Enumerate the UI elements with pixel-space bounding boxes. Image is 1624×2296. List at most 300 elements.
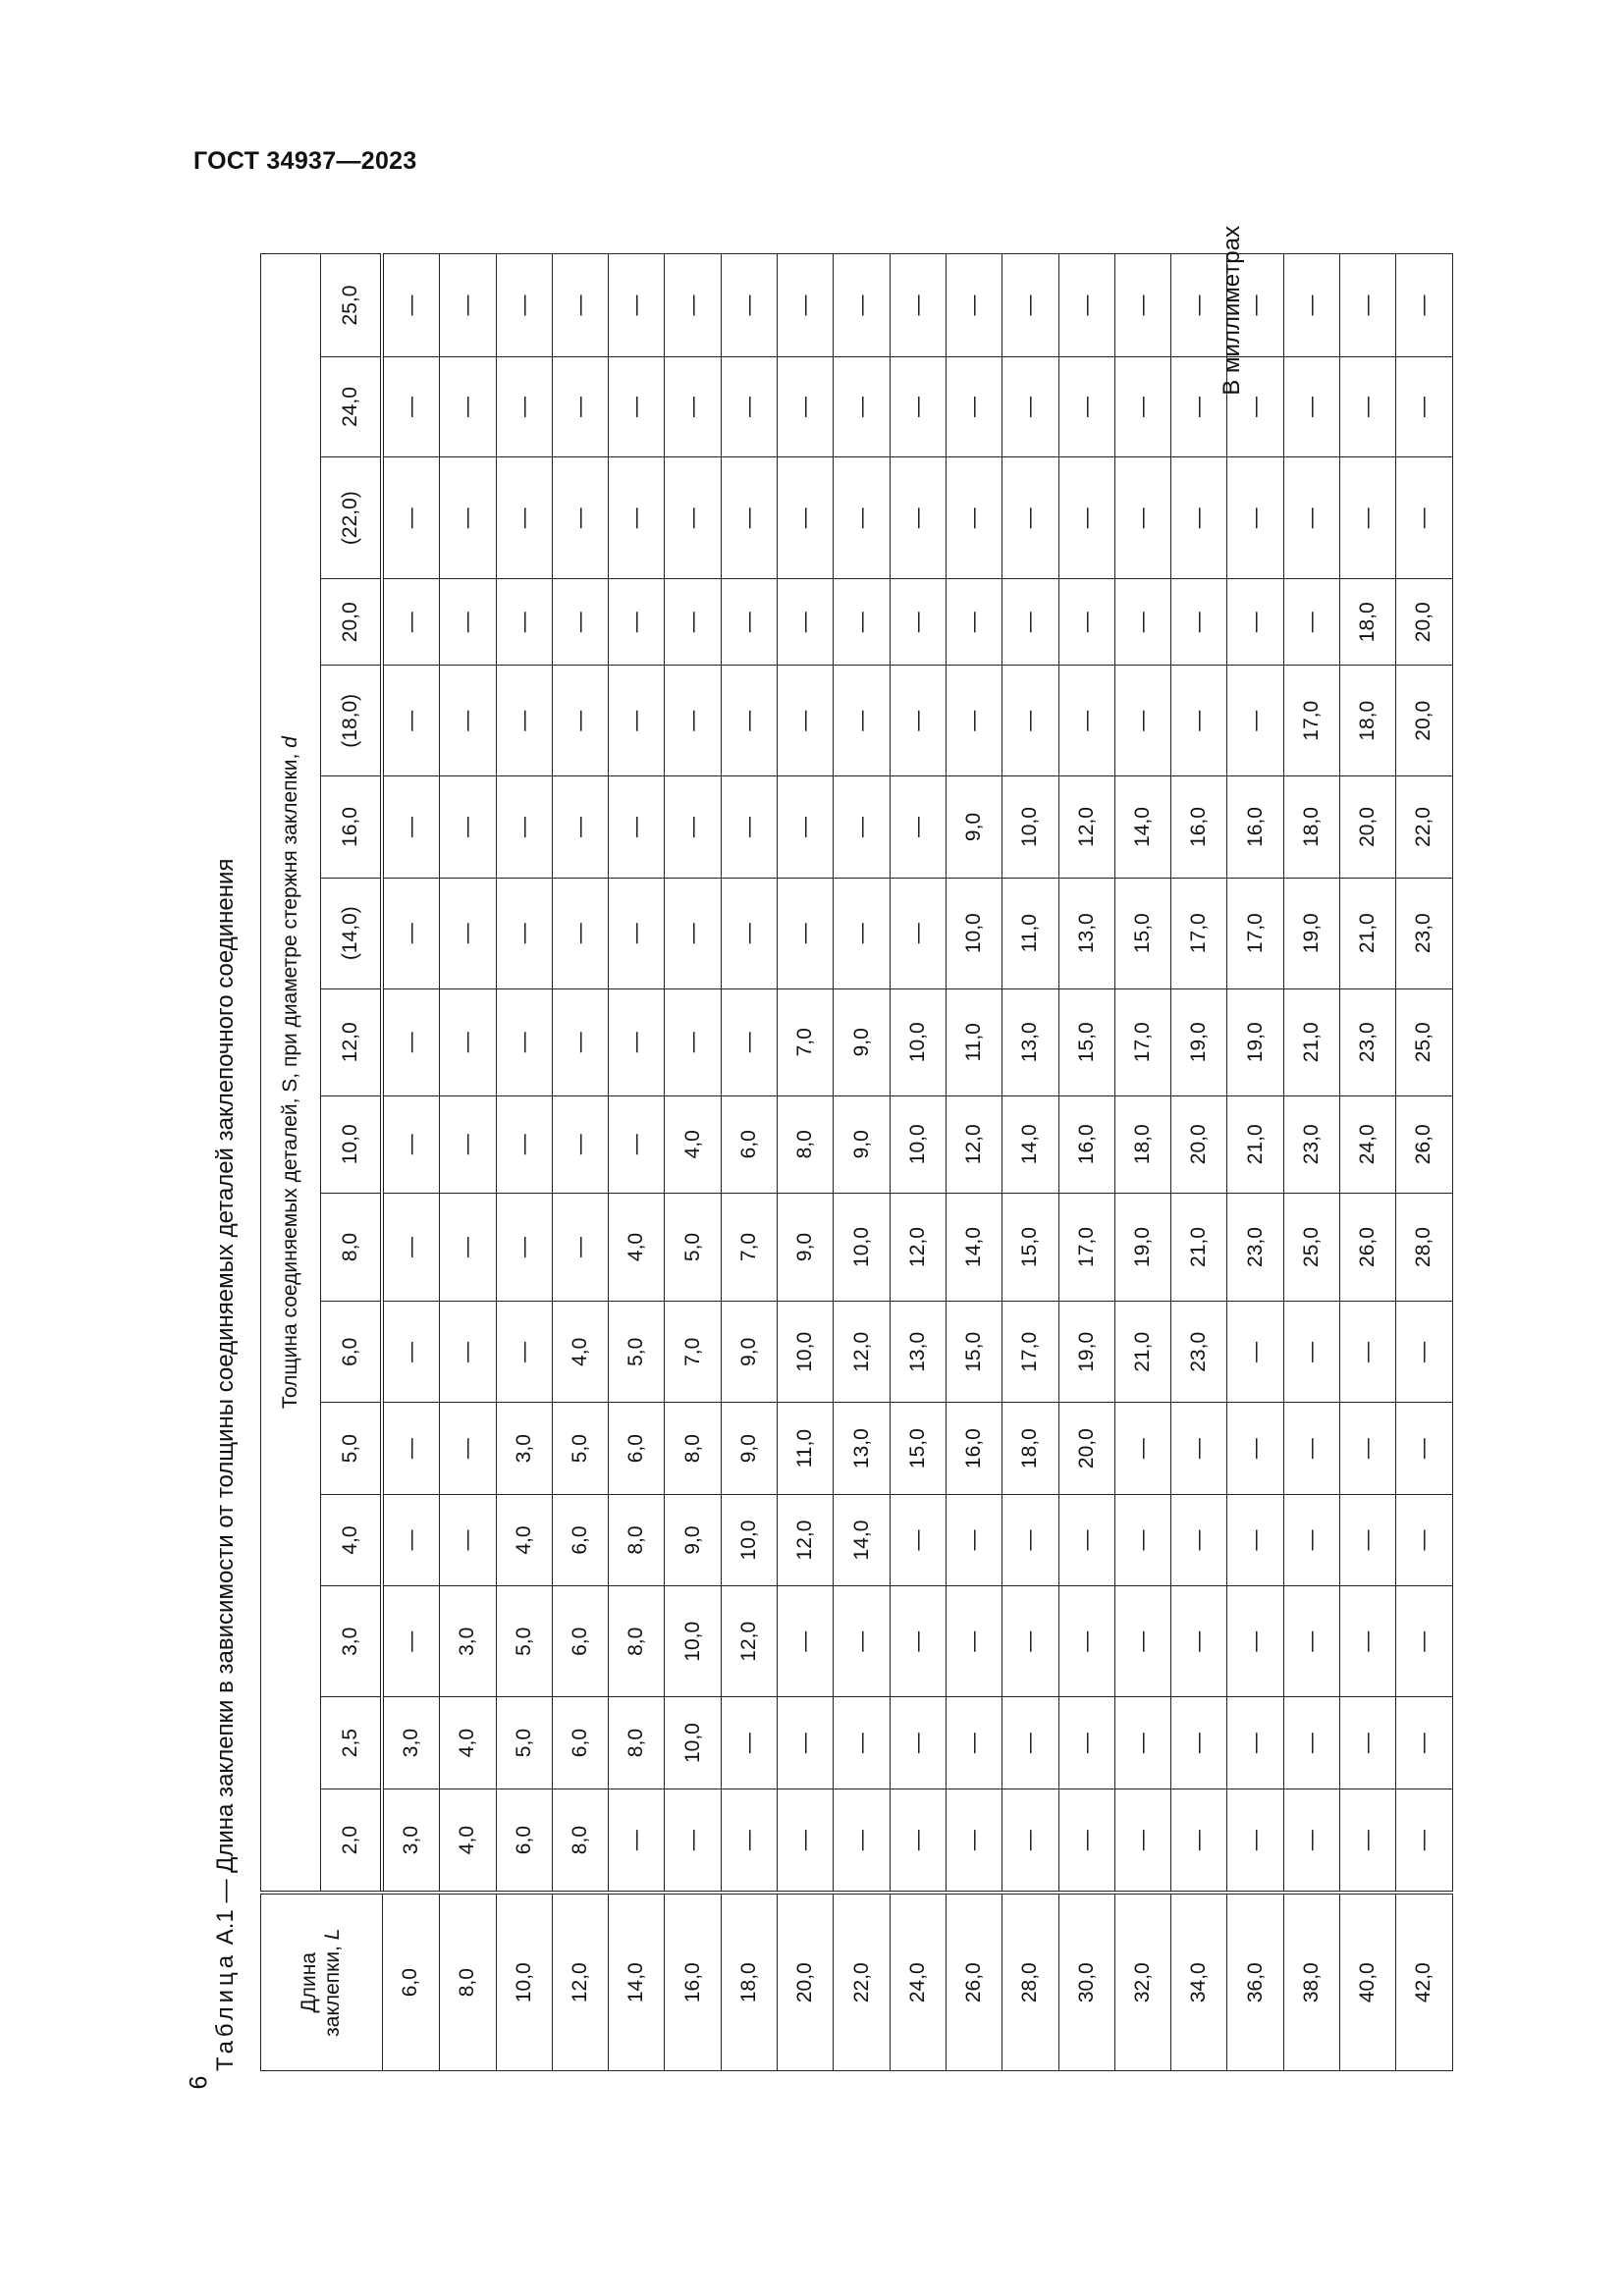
thickness-cell: — [946,254,1001,357]
thickness-cell: 28,0 [1396,1193,1452,1301]
thickness-cell: — [778,579,834,666]
thickness-cell: — [665,776,721,878]
rivet-length-cell: 36,0 [1227,1893,1283,2070]
thickness-cell: — [1058,254,1114,357]
thickness-cell: — [890,776,946,878]
diameter-header: 6,0 [321,1302,383,1403]
thickness-cell: — [1227,1586,1283,1697]
diameter-header: 24,0 [321,357,383,457]
thickness-cell: — [946,357,1001,457]
thickness-cell: — [1283,1586,1339,1697]
thickness-cell: — [1396,1494,1452,1585]
thickness-cell: — [778,776,834,878]
thickness-cell: 10,0 [890,988,946,1095]
thickness-cell: — [1227,666,1283,776]
thickness-cell: — [496,456,552,579]
rivet-length-cell: 34,0 [1171,1893,1227,2070]
thickness-cell: — [890,357,946,457]
thickness-cell: — [1283,1403,1339,1494]
thickness-cell: 21,0 [1340,878,1396,988]
thickness-cell: 18,0 [1283,776,1339,878]
rotated-table-block [196,226,1463,2071]
thickness-cell: 26,0 [1396,1095,1452,1193]
thickness-cell: 9,0 [778,1193,834,1301]
thickness-cell: 6,0 [496,1789,552,1893]
thickness-cell: 8,0 [665,1403,721,1494]
rivet-length-cell: 6,0 [382,1893,440,2070]
thickness-cell: 12,0 [890,1193,946,1301]
thickness-cell: — [721,254,777,357]
thickness-cell: — [890,1697,946,1789]
rivet-length-cell: 10,0 [496,1893,552,2070]
thickness-cell: — [382,357,440,457]
rivet-length-table [260,253,1453,2071]
thickness-cell: — [721,776,777,878]
thickness-cell: — [1114,1586,1170,1697]
thickness-cell: — [890,1494,946,1585]
diameter-header: 8,0 [321,1193,383,1301]
table-row [1171,254,1227,2071]
group-header-text: Толщина соединяемых деталей, S, при диаметре стержня заклепки, [279,747,301,1410]
table-caption-prefix: Таблица [212,1950,239,2071]
thickness-cell: — [1171,456,1227,579]
thickness-cell: 20,0 [1340,776,1396,878]
thickness-cell: — [778,357,834,457]
thickness-cell: — [778,1697,834,1789]
thickness-cell: 12,0 [1058,776,1114,878]
units-note: В миллиметрах [1218,226,1245,396]
thickness-cell: — [496,666,552,776]
thickness-cell: — [1227,357,1283,457]
table-row [1283,254,1339,2071]
thickness-cell: 25,0 [1396,988,1452,1095]
thickness-cell: — [890,1586,946,1697]
rivet-length-cell: 16,0 [665,1893,721,2070]
thickness-cell: — [552,579,608,666]
thickness-cell: — [834,776,890,878]
thickness-cell: — [382,666,440,776]
thickness-cell: 12,0 [834,1302,890,1403]
thickness-cell: 4,0 [552,1302,608,1403]
thickness-cell: — [1058,357,1114,457]
thickness-cell: — [1171,1697,1227,1789]
thickness-cell: — [1396,456,1452,579]
thickness-cell: — [1227,1494,1283,1585]
thickness-cell: 14,0 [1114,776,1170,878]
thickness-cell: — [946,1494,1001,1585]
thickness-cell: — [665,1789,721,1893]
table-row [1340,254,1396,2071]
thickness-cell: — [609,1789,665,1893]
thickness-cell: — [1114,1403,1170,1494]
thickness-cell: — [834,357,890,457]
thickness-cell: — [721,988,777,1095]
thickness-cell: — [552,666,608,776]
thickness-cell: — [1002,456,1058,579]
rivet-length-cell: 20,0 [778,1893,834,2070]
thickness-cell: — [1058,456,1114,579]
thickness-cell: 17,0 [1002,1302,1058,1403]
thickness-cell: 12,0 [946,1095,1001,1193]
thickness-cell: 17,0 [1058,1193,1114,1301]
thickness-cell: — [1058,579,1114,666]
thickness-cell: 9,0 [665,1494,721,1585]
thickness-cell: 21,0 [1114,1302,1170,1403]
thickness-cell: — [665,357,721,457]
thickness-cell: — [496,1095,552,1193]
thickness-cell: — [1396,357,1452,457]
thickness-cell: — [778,254,834,357]
thickness-cell: 15,0 [1058,988,1114,1095]
thickness-cell: 10,0 [721,1494,777,1585]
thickness-cell: — [890,878,946,988]
thickness-cell: 8,0 [609,1697,665,1789]
thickness-cell: 10,0 [890,1095,946,1193]
thickness-cell: — [440,456,496,579]
thickness-cell: — [890,254,946,357]
thickness-cell: 19,0 [1114,1193,1170,1301]
thickness-cell: 26,0 [1340,1193,1396,1301]
thickness-cell: — [382,456,440,579]
thickness-cell: 14,0 [946,1193,1001,1301]
thickness-cell: — [1283,579,1339,666]
thickness-cell: — [1002,1586,1058,1697]
thickness-cell: — [440,1494,496,1585]
thickness-cell: — [1396,254,1452,357]
thickness-cell: 16,0 [1058,1095,1114,1193]
thickness-cell: 4,0 [609,1193,665,1301]
thickness-cell: 7,0 [665,1302,721,1403]
thickness-cell: — [1340,1302,1396,1403]
thickness-cell: 23,0 [1340,988,1396,1095]
table-row [1002,254,1058,2071]
thickness-cell: — [946,1789,1001,1893]
thickness-cell: — [440,357,496,457]
diameter-header: 25,0 [321,254,383,357]
thickness-cell: 20,0 [1396,579,1452,666]
thickness-cell: 23,0 [1283,1095,1339,1193]
thickness-cell: — [382,1302,440,1403]
thickness-cell: — [665,456,721,579]
thickness-cell: — [552,1095,608,1193]
thickness-cell: — [778,1586,834,1697]
rivet-length-cell: 22,0 [834,1893,890,2070]
thickness-cell: — [946,579,1001,666]
thickness-cell: — [1227,1789,1283,1893]
thickness-cell: — [382,776,440,878]
thickness-cell: — [1283,1789,1339,1893]
rivet-length-cell: 24,0 [890,1893,946,2070]
thickness-cell: — [496,878,552,988]
thickness-cell: — [552,776,608,878]
thickness-cell: 5,0 [496,1697,552,1789]
thickness-cell: 5,0 [496,1586,552,1697]
thickness-cell: — [834,456,890,579]
thickness-cell: 6,0 [609,1403,665,1494]
thickness-cell: 10,0 [1002,776,1058,878]
thickness-cell: — [1227,1697,1283,1789]
thickness-cell: — [1340,1586,1396,1697]
thickness-cell: — [552,254,608,357]
thickness-cell: 8,0 [552,1789,608,1893]
thickness-cell: — [496,776,552,878]
thickness-cell: — [946,456,1001,579]
thickness-cell: 8,0 [609,1586,665,1697]
thickness-cell: 14,0 [1002,1095,1058,1193]
thickness-cell: — [1396,1789,1452,1893]
thickness-cell: — [609,1095,665,1193]
rivet-length-cell: 12,0 [552,1893,608,2070]
thickness-cell: — [609,776,665,878]
thickness-cell: — [1002,254,1058,357]
thickness-cell: — [1283,1697,1339,1789]
thickness-cell: — [382,1494,440,1585]
thickness-cell: — [440,579,496,666]
thickness-cell: — [496,254,552,357]
thickness-cell: — [721,666,777,776]
thickness-cell: — [1340,1494,1396,1585]
thickness-cell: 11,0 [946,988,1001,1095]
thickness-cell: — [834,878,890,988]
thickness-cell: — [1171,1586,1227,1697]
thickness-cell: 7,0 [778,988,834,1095]
thickness-cell: — [382,1586,440,1697]
thickness-cell: 18,0 [1340,579,1396,666]
thickness-cell: — [1171,666,1227,776]
thickness-cell: 4,0 [440,1789,496,1893]
rivet-length-cell: 14,0 [609,1893,665,2070]
thickness-cell: — [1283,357,1339,457]
table-row [834,254,890,2071]
table-row [552,254,608,2071]
thickness-cell: — [1058,1586,1114,1697]
thickness-cell: 17,0 [1171,878,1227,988]
thickness-cell: — [609,254,665,357]
diameter-header: 5,0 [321,1403,383,1494]
thickness-group-header [261,254,321,1894]
table-row [946,254,1001,2071]
length-header-var: L [321,1928,345,1941]
thickness-cell: — [1227,579,1283,666]
thickness-cell: — [609,456,665,579]
table-row [1396,254,1452,2071]
thickness-cell: 9,0 [721,1403,777,1494]
thickness-cell: — [1058,666,1114,776]
thickness-cell: — [834,1697,890,1789]
thickness-cell: — [1114,666,1170,776]
rivet-length-cell: 18,0 [721,1893,777,2070]
thickness-cell: — [1002,666,1058,776]
thickness-cell: — [440,666,496,776]
table-row [721,254,777,2071]
diameter-header-row [321,254,383,2071]
thickness-cell: — [496,988,552,1095]
thickness-cell: — [665,988,721,1095]
length-column-header [261,1893,383,2070]
thickness-cell: 9,0 [834,988,890,1095]
thickness-cell: 13,0 [890,1302,946,1403]
thickness-cell: — [496,357,552,457]
table-caption [196,226,255,2071]
table-row [440,254,496,2071]
thickness-cell: 21,0 [1283,988,1339,1095]
thickness-cell: — [834,1586,890,1697]
thickness-cell: — [1114,1789,1170,1893]
thickness-cell: 4,0 [440,1697,496,1789]
thickness-cell: 10,0 [665,1586,721,1697]
thickness-cell: 9,0 [721,1302,777,1403]
thickness-cell: 5,0 [552,1403,608,1494]
thickness-cell: — [1002,357,1058,457]
thickness-cell: 5,0 [665,1193,721,1301]
thickness-cell: 25,0 [1283,1193,1339,1301]
thickness-cell: 3,0 [440,1586,496,1697]
thickness-cell: — [721,1697,777,1789]
thickness-cell: — [440,988,496,1095]
rivet-length-cell: 32,0 [1114,1893,1170,2070]
diameter-header: 2,0 [321,1789,383,1893]
diameter-header: 2,5 [321,1697,383,1789]
thickness-cell: 18,0 [1002,1403,1058,1494]
thickness-cell: 19,0 [1283,878,1339,988]
thickness-cell: — [721,456,777,579]
page-number: 6 [185,2075,213,2090]
table-row [778,254,834,2071]
thickness-cell: 23,0 [1396,878,1452,988]
thickness-cell: — [1340,456,1396,579]
thickness-cell: — [440,1403,496,1494]
thickness-cell: 18,0 [1114,1095,1170,1193]
thickness-cell: — [1114,1697,1170,1789]
thickness-cell: 13,0 [1058,878,1114,988]
thickness-cell: 19,0 [1058,1302,1114,1403]
thickness-cell: 21,0 [1171,1193,1227,1301]
thickness-cell: — [382,988,440,1095]
thickness-cell: — [609,579,665,666]
thickness-cell: — [1283,1494,1339,1585]
thickness-cell: — [1396,1403,1452,1494]
group-header-var: d [279,736,301,748]
thickness-cell: — [1171,1403,1227,1494]
thickness-cell: — [1171,254,1227,357]
diameter-header: 12,0 [321,988,383,1095]
thickness-cell: — [1114,357,1170,457]
table-row [890,254,946,2071]
thickness-cell: 9,0 [834,1095,890,1193]
thickness-cell: 17,0 [1227,878,1283,988]
thickness-cell: — [778,666,834,776]
thickness-cell: — [1283,1302,1339,1403]
table-caption-text: А.1 — Длина заклепки в зависимости от толщины соединяемых деталей заклепочного соединения [212,858,239,1951]
thickness-cell: 10,0 [665,1697,721,1789]
thickness-cell: — [440,1193,496,1301]
thickness-cell: — [890,1789,946,1893]
thickness-cell: — [665,666,721,776]
thickness-cell: 12,0 [721,1586,777,1697]
thickness-cell: — [1058,1494,1114,1585]
thickness-cell: — [496,579,552,666]
diameter-header: 4,0 [321,1494,383,1585]
thickness-cell: 11,0 [778,1403,834,1494]
thickness-cell: 24,0 [1340,1095,1396,1193]
table-row [1227,254,1283,2071]
thickness-cell: — [496,1193,552,1301]
thickness-cell: — [1114,254,1170,357]
thickness-cell: — [382,1403,440,1494]
thickness-cell: — [834,1789,890,1893]
thickness-cell: — [496,1302,552,1403]
thickness-cell: 23,0 [1171,1302,1227,1403]
diameter-header: 16,0 [321,776,383,878]
document-header: ГОСТ 34937—2023 [193,147,417,175]
thickness-cell: — [1114,1494,1170,1585]
thickness-cell: — [440,1302,496,1403]
thickness-cell: — [890,579,946,666]
thickness-cell: — [1002,1789,1058,1893]
table-row [609,254,665,2071]
thickness-cell: — [1340,1789,1396,1893]
thickness-cell: — [1002,1697,1058,1789]
thickness-cell: 16,0 [1227,776,1283,878]
diameter-header: (22,0) [321,456,383,579]
thickness-cell: — [721,357,777,457]
thickness-cell: — [440,776,496,878]
thickness-cell: — [1340,254,1396,357]
thickness-cell: — [552,988,608,1095]
rivet-length-cell: 42,0 [1396,1893,1452,2070]
thickness-cell: 3,0 [382,1789,440,1893]
thickness-cell: 23,0 [1227,1193,1283,1301]
thickness-cell: — [946,1697,1001,1789]
thickness-cell: — [1396,1697,1452,1789]
thickness-cell: 15,0 [946,1302,1001,1403]
thickness-cell: 8,0 [609,1494,665,1585]
thickness-cell: — [890,666,946,776]
rivet-length-cell: 26,0 [946,1893,1001,2070]
thickness-cell: 11,0 [1002,878,1058,988]
thickness-cell: 15,0 [1002,1193,1058,1301]
thickness-cell: — [1002,1494,1058,1585]
table-row [1058,254,1114,2071]
thickness-cell: 18,0 [1340,666,1396,776]
thickness-cell: — [1114,456,1170,579]
thickness-cell: — [778,456,834,579]
thickness-cell: 4,0 [665,1095,721,1193]
rivet-length-cell: 8,0 [440,1893,496,2070]
thickness-cell: — [721,579,777,666]
thickness-cell: — [382,254,440,357]
thickness-cell: 17,0 [1114,988,1170,1095]
thickness-cell: 4,0 [496,1494,552,1585]
rivet-length-cell: 30,0 [1058,1893,1114,2070]
thickness-cell: 22,0 [1396,776,1452,878]
thickness-cell: — [1283,456,1339,579]
diameter-header: 10,0 [321,1095,383,1193]
table-row [382,254,440,2071]
table-row [665,254,721,2071]
rivet-length-cell: 38,0 [1283,1893,1339,2070]
thickness-cell: 13,0 [1002,988,1058,1095]
thickness-cell: — [665,878,721,988]
thickness-cell: — [834,254,890,357]
thickness-cell: — [1227,1403,1283,1494]
thickness-cell: 13,0 [834,1403,890,1494]
diameter-header: 20,0 [321,579,383,666]
thickness-cell: — [1058,1789,1114,1893]
thickness-cell: — [1340,1697,1396,1789]
thickness-cell: 6,0 [552,1494,608,1585]
thickness-cell: — [1340,357,1396,457]
